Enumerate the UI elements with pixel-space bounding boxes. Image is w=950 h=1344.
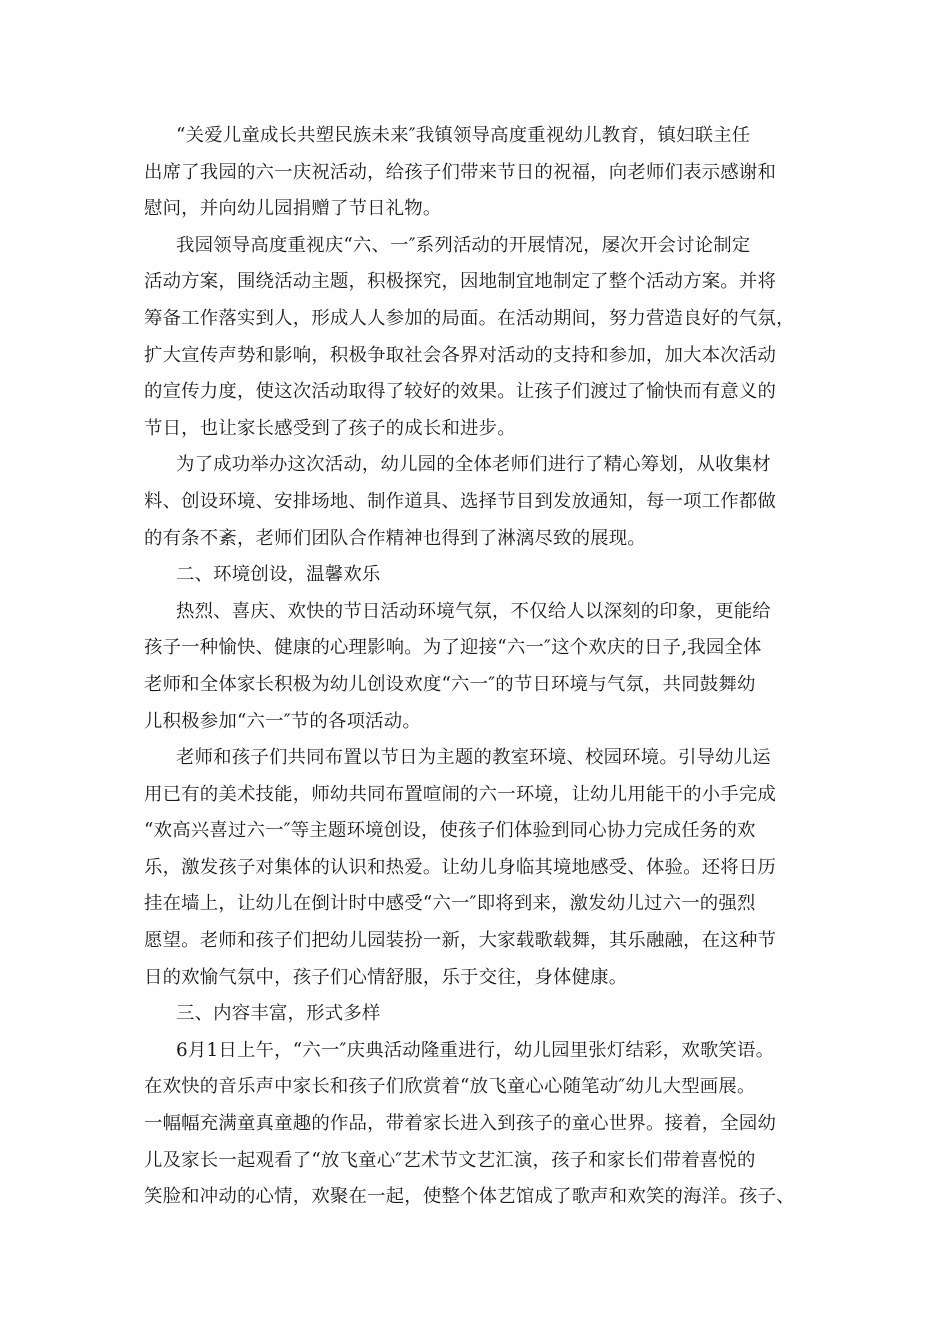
text-line: 在欢快的音乐声中家长和孩子们欣赏着“放飞童心心随笔动″幼儿大型画展。 [144,1076,756,1098]
text-line: 慰问，并向幼儿园捐赠了节日礼物。 [144,198,442,220]
text-line: 筹备工作落实到人，形成人人参加的局面。在活动期间，努力营造良好的气氛， [144,307,795,329]
text-line: “欢高兴喜过六一″等主题环境创设，使孩子们体验到同心协力完成任务的欢 [144,820,756,842]
text-line: 老师和孩子们共同布置以节日为主题的教室环境、校园环境。引导幼儿运 [176,747,771,769]
text-line: 儿及家长一起观看了“放飞童心″艺术节文艺汇演，孩子和家长们带着喜悦的 [144,1149,756,1171]
text-line: 出席了我园的六一庆祝活动，给孩子们带来节日的祝福，向老师们表示感谢和 [144,161,777,183]
text-line: 料、创设环境、安排场地、制作道具、选择节目到发放通知，每一项工作都做 [144,490,777,512]
text-line: 节日，也让家长感受到了孩子的成长和进步。 [144,417,516,439]
text-line: 乐，激发孩子对集体的认识和热爱。让幼儿身临其境地感受、体验。还将日历 [144,856,777,878]
document-body [144,118,808,1216]
text-line: 挂在墙上，让幼儿在倒计时中感受“六一″即将到来，激发幼儿过六一的强烈 [144,893,756,915]
text-line: 笑脸和冲动的心情，欢聚在一起，使整个体艺馆成了歌声和欢笑的海洋。孩子、 [144,1186,795,1208]
text-line: 为了成功举办这次活动，幼儿园的全体老师们进行了精心筹划，从收集材 [176,454,771,476]
text-line: 活动方案，围绕活动主题，积极探究，因地制宜地制定了整个活动方案。并将 [144,271,777,293]
text-line: 我园领导高度重视庆“六、一″系列活动的开展情况，屡次开会讨论制定 [176,234,751,256]
text-line: 孩子一种愉快、健康的心理影响。为了迎接“六一″这个欢庆的日子,我园全体 [144,637,762,659]
text-line: 的有条不紊，老师们团队合作精神也得到了淋漓尽致的展现。 [144,527,646,549]
text-line: 扩大宣传声势和影响，积极争取社会各界对活动的支持和参加，加大本次活动 [144,344,777,366]
text-line: 用已有的美术技能，师幼共同布置喧闹的六一环境，让幼儿用能干的小手完成 [144,783,777,805]
text-line: 热烈、喜庆、欢快的节日活动环境气氛，不仅给人以深刻的印象，更能给 [176,600,771,622]
text-line: 愿望。老师和孩子们把幼儿园装扮一新，大家载歌载舞，其乐融融，在这种节 [144,930,777,952]
text-line: 6月1日上午，“六一″庆典活动隆重进行，幼儿园里张灯结彩，欢歌笑语。 [176,1039,775,1061]
text-line: 老师和全体家长积极为幼儿创设欢度“六一″的节日环境与气氛，共同鼓舞幼 [144,673,756,695]
text-line: 儿积极参加“六一″节的各项活动。 [144,710,421,732]
text-line: 的宣传力度，使这次活动取得了较好的效果。让孩子们渡过了愉快而有意义的 [144,381,777,403]
text-line: “关爱儿童成长共塑民族未来″我镇领导高度重视幼儿教育，镇妇联主任 [176,125,751,146]
text-line: 一幅幅充满童真童趣的作品，带着家长进入到孩子的童心世界。接着，全园幼 [144,1113,777,1135]
text-line: 日的欢愉气氛中，孩子们心情舒服，乐于交往，身体健康。 [144,966,628,988]
section-heading: 二、环境创设，温馨欢乐 [176,564,381,586]
section-heading: 三、内容丰富，形式多样 [176,1003,381,1025]
